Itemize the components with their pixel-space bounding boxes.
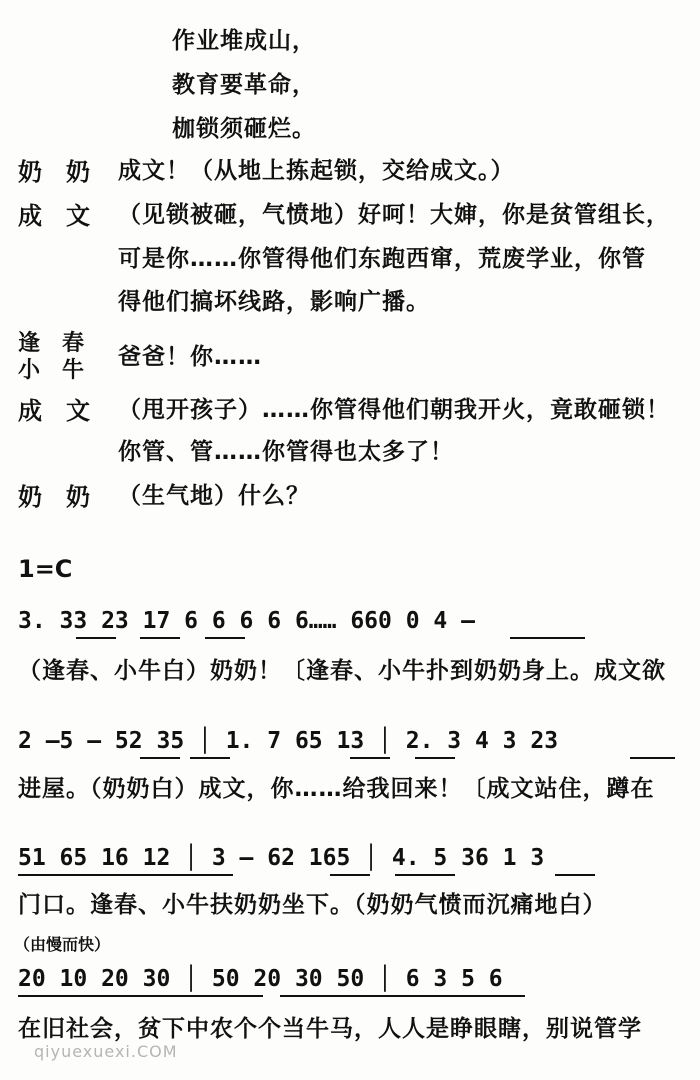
beam-line (18, 995, 263, 997)
beam-line (18, 874, 233, 876)
dialogue-line: 得他们搞坏线路，影响广播。 (118, 289, 430, 315)
dialogue-line: 爸爸！你…… (118, 344, 262, 370)
beam-line (395, 874, 455, 876)
key-signature: 1=C (18, 555, 73, 583)
beam-line (510, 637, 585, 639)
dialogue-line: （见锁被砸，气愤地）好呵！大婶，你是贫管组长， (118, 202, 670, 228)
tempo-marking: （由慢而快） (14, 935, 111, 954)
lyric-line: （逢春、小牛白）奶奶！〔逢春、小牛扑到奶奶身上。成文欲 (18, 658, 666, 684)
notation-row: 51 65 16 12 │ 3 — 62 165 │ 4. 5 36 1 3 (18, 845, 545, 871)
speaker-role-bottom: 小 牛 (18, 358, 85, 383)
speaker-role: 奶 奶 (18, 483, 90, 511)
speaker-role-top: 逢 春 (18, 331, 85, 356)
beam-line (76, 637, 116, 639)
beam-line (415, 757, 455, 759)
beam-line (140, 757, 180, 759)
beam-line (140, 637, 180, 639)
beam-line (205, 637, 245, 639)
lyric-line: 在旧社会，贫下中农个个当牛马，人人是睁眼瞎，别说管学 (18, 1016, 642, 1042)
verse-line: 枷锁须砸烂。 (172, 116, 316, 142)
beam-line (350, 757, 390, 759)
beam-line (190, 757, 230, 759)
dialogue-line: 可是你……你管得他们东跑西窜，荒废学业，你管 (118, 246, 646, 272)
verse-line: 教育要革命， (172, 72, 316, 98)
notation-row: 3. 33 23 17 6 6 6 6 6…… 660 0 4 — (18, 608, 475, 634)
speaker-role: 奶 奶 (18, 158, 90, 186)
beam-line (555, 874, 595, 876)
dialogue-line: 成文！（从地上拣起锁，交给成文。） (118, 158, 515, 184)
verse-line: 作业堆成山， (172, 28, 316, 54)
notation-row: 2 —5 — 52 35 │ 1. 7 65 13 │ 2. 3 4 3 23 (18, 728, 559, 754)
dialogue-line: （甩开孩子）……你管得他们朝我开火，竟敢砸锁！ (118, 397, 670, 423)
beam-line (280, 995, 525, 997)
lyric-line: 进屋。（奶奶白）成文，你……给我回来！〔成文站住，蹲在 (18, 776, 655, 802)
beam-line (630, 757, 675, 759)
speaker-role: 成 文 (18, 397, 90, 425)
notation-row: 20 10 20 30 │ 50 20 30 50 │ 6 3 5 6 (18, 966, 503, 992)
dialogue-line: 你管、管……你管得也太多了！ (118, 439, 454, 465)
watermark-text: qiyuexuexi.COM (34, 1042, 178, 1061)
beam-line (330, 874, 370, 876)
lyric-line: 门口。逢春、小牛扶奶奶坐下。（奶奶气愤而沉痛地白） (18, 892, 607, 918)
speaker-role: 成 文 (18, 202, 90, 230)
dialogue-line: （生气地）什么？ (118, 483, 310, 509)
